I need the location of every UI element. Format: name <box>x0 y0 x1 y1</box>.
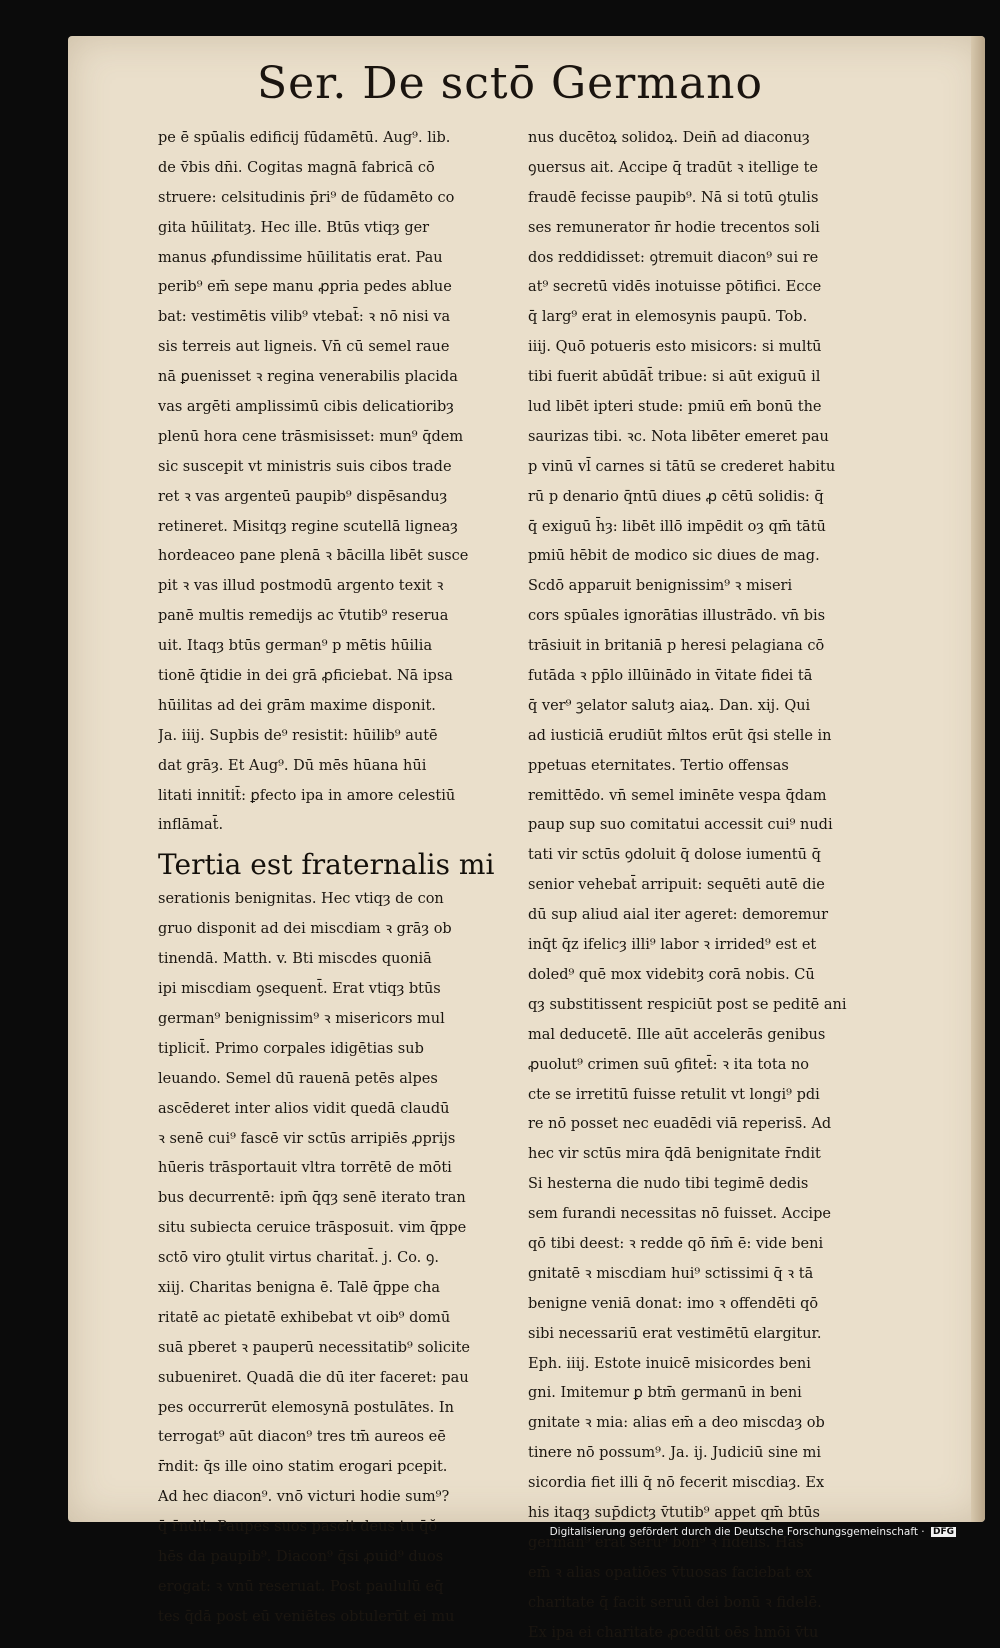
text-line: senior vehebat̄ arripuit: sequēti autē die <box>528 877 825 894</box>
text-line: charitate q̄ facit seruū dei bonū ꝛ fidelē. <box>528 1594 822 1611</box>
text-line: ꝓuolut⁹ crimen suū ꝯfitet̄: ꝛ ita tota no <box>528 1056 810 1073</box>
right-column <box>528 124 880 1648</box>
text-line: lud libēt ipteri stude: pmiū em̄ bonū the <box>528 399 822 416</box>
text-line: ad iusticiā erudiūt m̄ltos erūt q̄si stelle in <box>528 727 832 744</box>
text-line: retineret. Misitqȝ regine scutellā ligneaȝ <box>158 518 458 535</box>
left-column <box>158 124 510 1633</box>
text-line: trāsiuit in britaniā p heresi pelagiana cō <box>528 638 825 655</box>
text-line: sctō viro ꝯtulit virtus charitat̄. j. Co. ꝯ. <box>158 1250 440 1267</box>
text-line: ꝯuersus ait. Accipe q̄ tradūt ꝛ itellige te <box>528 159 819 176</box>
right-column-text <box>528 124 880 1648</box>
text-line: dat grāȝ. Et Aug⁹. Dū mēs hūana hūi <box>158 757 427 774</box>
text-line: q̄ exiguū h̄ȝ: libēt illō impēdit oȝ qm̄ tātū <box>528 518 826 535</box>
text-line: doled⁹ quē mox videbitȝ corā nobis. Cū <box>528 966 815 983</box>
text-line: qȝ substitissent respiciūt post se peditē ani <box>528 996 847 1013</box>
text-line: erogat: ꝛ vnū reseruat. Post paululū eq̄ <box>158 1578 444 1595</box>
text-line: benigne veniā donat: imo ꝛ offendēti qō <box>528 1295 819 1312</box>
text-line: cte se irretitū fuisse retulit vt longi⁹ pdi <box>528 1086 820 1103</box>
text-line: xiij. Charitas benigna ē. Talē q̄ppe cha <box>158 1279 441 1296</box>
running-head: Ser. De sctō Germano <box>256 58 764 109</box>
text-line: cors spūales ignorātias illustrādo. vn̄ bis <box>528 608 826 625</box>
text-line: Ad hec diacon⁹. vnō victuri hodie sum⁹? <box>158 1489 450 1506</box>
text-line: german⁹ benignissim⁹ ꝛ misericors mul <box>158 1010 445 1027</box>
text-line: hūilitas ad dei grām maxime disponit. <box>158 697 436 714</box>
text-line: ascēderet inter alios vidit quedā claudū <box>158 1100 450 1117</box>
text-line: struere: celsitudinis p̄ri⁹ de fūdamēto co <box>158 189 455 206</box>
text-line: dos reddidisset: ꝯtremuit diacon⁹ sui re <box>528 249 819 266</box>
text-line: rū p denario q̄ntū diues ꝓ cētū solidis: q̄ <box>528 488 824 505</box>
text-line: dū sup aliud aial iter ageret: demoremur <box>528 907 829 924</box>
text-line: tinere nō possum⁹. Ja. ij. Judiciū sine mi <box>528 1445 821 1462</box>
text-line: ret ꝛ vas argenteū paupib⁹ dispēsanduȝ <box>158 488 448 505</box>
text-line: Ja. iiij. Supbis de⁹ resistit: hūilib⁹ autē <box>158 727 438 744</box>
text-line: r̄ndit: q̄s ille oino statim erogari pcepit. <box>158 1459 448 1476</box>
text-line: em̄ ꝛ alias opatiōes v̄tuosas faciebat ex <box>528 1564 813 1581</box>
digitization-footer <box>550 1526 956 1538</box>
text-line: leuando. Semel dū rauenā petēs alpes <box>158 1070 438 1087</box>
text-line: ipi miscdiam ꝯsequent̄. Erat vtiqȝ btūs <box>158 981 441 998</box>
text-line: gnitatē ꝛ miscdiam hui⁹ sctissimi q̄ ꝛ tā <box>528 1265 814 1282</box>
text-line: suā pberet ꝛ pauperū necessitatib⁹ solicite <box>158 1339 471 1356</box>
text-line: hēs da paupib⁹. Diacon⁹ q̄si ꝓuid⁹ duos <box>158 1548 444 1565</box>
text-line: manus ꝓfundissime hūilitatis erat. Pau <box>158 249 443 266</box>
text-line: sem furandi necessitas nō fuisset. Accipe <box>528 1206 831 1223</box>
text-line: pes occurrerūt elemosynā postulātes. In <box>158 1399 454 1416</box>
text-line: sibi necessariū erat vestimētū elargitur. <box>528 1325 822 1342</box>
text-line: gni. Imitemur ꝑ btm̄ germanū in beni <box>528 1385 802 1402</box>
text-line: qō tibi deest: ꝛ redde qō n̄m̄ ē: vide beni <box>528 1235 824 1252</box>
text-line: Ex ipa ei charitate ꝓcedūt oēs hmōi v̄tu <box>528 1624 819 1641</box>
text-line: tionē q̄tidie in dei grā ꝓficiebat. Nā ipsa <box>158 668 453 685</box>
text-line: iiij. Quō potueris esto misicors: si multū <box>528 339 822 356</box>
text-line: tes q̄dā post eū veniētes obtulerūt ei mu <box>158 1608 455 1625</box>
text-line: ppetuas eternitates. Tertio offensas <box>528 757 789 774</box>
text-line: perib⁹ em̄ sepe manu ꝓpria pedes ablue <box>158 279 452 296</box>
text-line: tinendā. Matth. v. Bti miscdes quoniā <box>158 951 432 968</box>
text-line: litati innitit̄: ꝑfecto ipa in amore celestiū <box>158 787 456 804</box>
text-line: situ subiecta ceruice trāsposuit. vim q̄ppe <box>158 1220 467 1237</box>
text-line: plenū hora cene trāsmisisset: mun⁹ q̄dem <box>158 428 464 445</box>
text-line: sis terreis aut ligneis. Vn̄ cū semel raue <box>158 339 450 356</box>
text-line: panē multis remedijs ac v̄tutib⁹ reserua <box>158 608 449 625</box>
text-line: sic suscepit vt ministris suis cibos trade <box>158 458 452 475</box>
text-line: p vinū vl̄ carnes si tātū se crederet habitu <box>528 458 836 475</box>
text-line: remittēdo. vn̄ semel iminēte vespa q̄dam <box>528 787 827 804</box>
text-line: de v̄bis dn̄i. Cogitas magnā fabricā cō <box>158 159 435 176</box>
text-line: hūeris trāsportauit vltra torrētē de mōti <box>158 1160 452 1177</box>
left-column-text-b <box>158 885 510 1632</box>
text-line: hec vir sctūs mira q̄dā benignitate r̄ndit <box>528 1146 821 1163</box>
text-line: ses remunerator n̄r hodie trecentos soli <box>528 219 820 236</box>
text-line: hordeaceo pane plenā ꝛ bācilla libēt susce <box>158 548 469 565</box>
text-line: bus decurrentē: ipm̄ q̄qȝ senē iterato tran <box>158 1190 466 1207</box>
text-line: inflāmat̄. <box>158 817 224 834</box>
text-line: pmiū hēbit de modico sic diues de mag. <box>528 548 820 565</box>
text-line: gita hūilitatȝ. Hec ille. Btūs vtiqȝ ger <box>158 219 430 236</box>
text-line: nus ducētoꝝ solidoꝝ. Dein̄ ad diaconuȝ <box>528 130 810 146</box>
text-line: paup sup suo comitatui accessit cui⁹ nudi <box>528 817 833 834</box>
text-line: q̄ larg⁹ erat in elemosynis paupū. Tob. <box>528 309 808 326</box>
text-line: ꝛ senē cui⁹ fascē vir sctūs arripiēs ꝓprijs <box>158 1130 456 1147</box>
section-heading: Tertia est fraternalis mi <box>158 848 495 882</box>
footer-text: Digitalisierung gefördert durch die Deutsche Forschungsgemeinschaft · <box>549 1526 925 1538</box>
text-line: gnitate ꝛ mia: alias em̄ a deo miscdaȝ ob <box>528 1415 825 1432</box>
text-line: at⁹ secretū vidēs inotuisse pōtifici. Ecce <box>528 279 822 296</box>
text-line: tati vir sctūs ꝯdoluit q̄ dolose iumentū q̄ <box>528 847 821 864</box>
text-line: inq̄t q̄z ifelicȝ illi⁹ labor ꝛ irrided⁹ est et <box>528 937 817 954</box>
text-line: gruo disponit ad dei miscdiam ꝛ grāȝ ob <box>158 921 452 938</box>
text-line: saurizas tibi. ꝛc. Nota libēter emeret pau <box>528 428 829 445</box>
text-line: Eph. iiij. Estote inuicē misicordes beni <box>528 1355 811 1372</box>
page-edge <box>971 36 985 1522</box>
text-line: Si hesterna die nudo tibi tegimē dedis <box>528 1176 809 1193</box>
text-line: q̄ ver⁹ ꝫelator salutȝ aiaꝝ. Dan. xij. Qui <box>528 697 811 714</box>
left-column-text-a <box>158 124 510 841</box>
text-line: pit ꝛ vas illud postmodū argento texit ꝛ <box>158 578 444 595</box>
text-line: futāda ꝛ pp̄lo illūinādo in v̄itate fidei tā <box>528 668 813 685</box>
text-line: ritatē ac pietatē exhibebat vt oib⁹ domū <box>158 1309 451 1326</box>
text-line: pe ē spūalis edificij fūdamētū. Aug⁹. lib. <box>158 130 451 146</box>
text-line: tibi fuerit abūdāt̄ tribue: si aūt exiguū il <box>528 369 821 386</box>
text-line: re nō posset nec euadēdi viā reperiss̄. Ad <box>528 1116 832 1133</box>
text-line: q̄ r̄ndit. Paupes suos pascit deus tu q̄ŏ <box>158 1519 438 1536</box>
text-line: vas argēti amplissimū cibis delicatioribȝ <box>158 399 454 416</box>
text-line: sicordia fiet illi q̄ nō fecerit miscdiaȝ. Ex <box>528 1475 825 1492</box>
text-line: serationis benignitas. Hec vtiqȝ de con <box>158 891 444 908</box>
text-line: fraudē fecisse paupib⁹. Nā si totū ꝯtulis <box>528 189 819 206</box>
text-line: mal deducetē. Ille aūt accelerās genibus <box>528 1026 826 1043</box>
text-line: nā ꝑuenisset ꝛ regina venerabilis placida <box>158 369 458 386</box>
text-line: tiplicit̄. Primo corpales idigētias sub <box>158 1040 424 1057</box>
text-line: german⁹ erat seru⁹ bon⁹ ꝛ fidelis. Has <box>528 1534 804 1551</box>
text-line: uit. Itaqȝ btūs german⁹ p mētis hūilia <box>158 638 433 655</box>
text-line: bat: vestimētis vilib⁹ vtebat̄: ꝛ nō nisi va <box>158 309 451 326</box>
dfg-logo: DFG <box>932 1527 954 1537</box>
text-line: Scdō apparuit benignissim⁹ ꝛ miseri <box>528 578 793 595</box>
text-line: his itaqȝ sup̄dictȝ v̄tutib⁹ appet qm̄ btūs <box>528 1504 820 1521</box>
text-line: terrogat⁹ aūt diacon⁹ tres tm̄ aureos eē <box>158 1429 446 1446</box>
text-line: subueniret. Quadā die dū iter faceret: pau <box>158 1369 469 1386</box>
